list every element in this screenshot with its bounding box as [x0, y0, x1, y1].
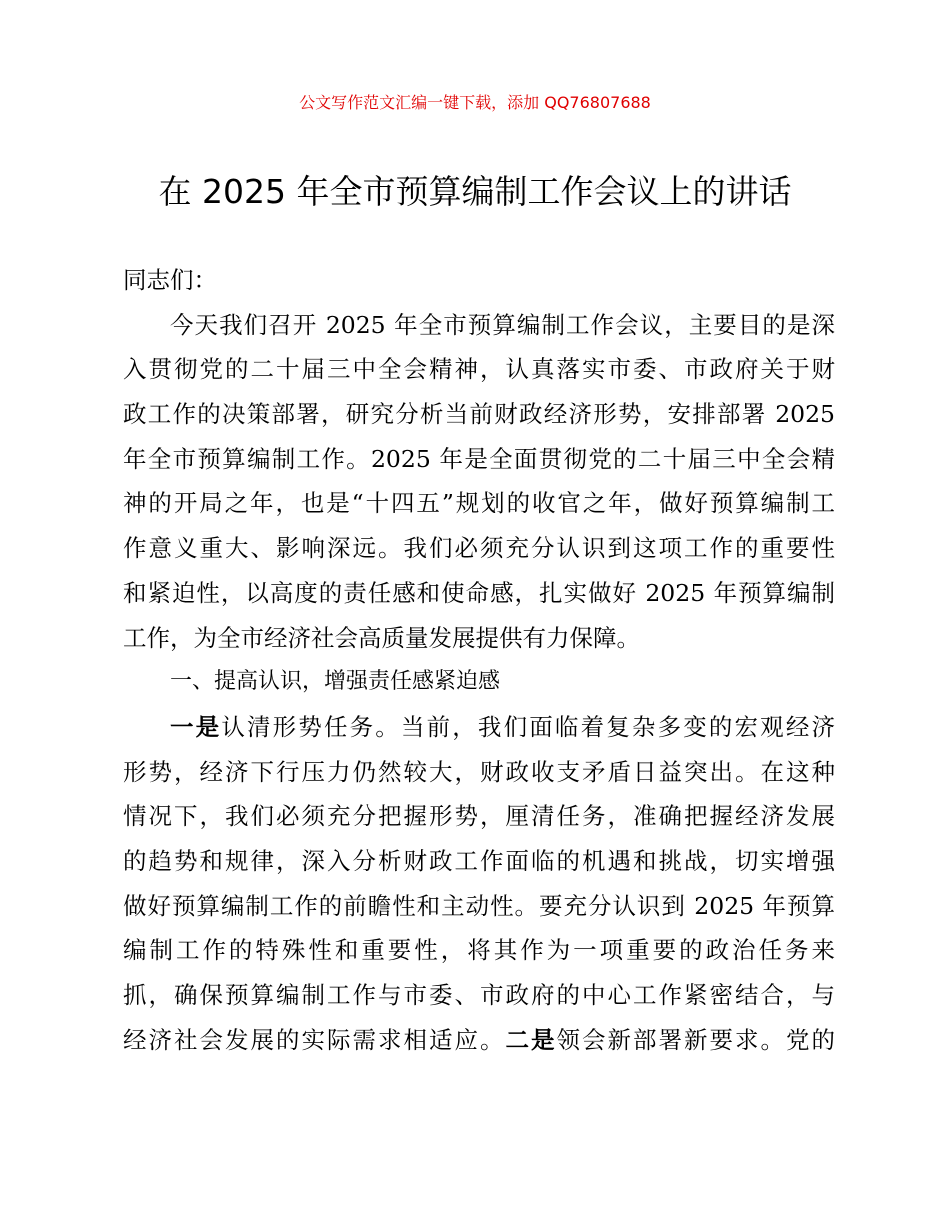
line-text: 领会新部署新要求。党的 [556, 1025, 835, 1054]
paragraph-line: 今天我们召开 2025 年全市预算编制工作会议，主要目的是深 [170, 310, 835, 339]
paragraph-line: 神的开局之年，也是“十四五”规划的收官之年，做好预算编制工 [123, 489, 835, 518]
bold-lead: 一是 [170, 712, 222, 741]
paragraph-line: 做好预算编制工作的前瞻性和主动性。要充分认识到 2025 年预算 [123, 891, 835, 920]
line-text: 认清形势任务。当前，我们面临着复杂多变的宏观经济 [221, 712, 836, 741]
paragraph-line: 和紧迫性，以高度的责任感和使命感，扎实做好 2025 年预算编制 [123, 578, 835, 607]
line-text: 经济社会发展的实际需求相适应。 [123, 1025, 506, 1054]
paragraph-line: 情况下，我们必须充分把握形势，厘清任务，准确把握经济发展 [123, 802, 835, 831]
salutation: 同志们： [123, 266, 217, 294]
document-title: 在 2025 年全市预算编制工作会议上的讲话 [158, 172, 792, 211]
paragraph-line: 入贯彻党的二十届三中全会精神，认真落实市委、市政府关于财 [123, 355, 835, 384]
download-note: 公文写作范文汇编一键下载，添加 QQ76807688 [299, 93, 651, 112]
section-heading: 一、提高认识，增强责任感紧迫感 [170, 669, 501, 695]
paragraph-line [123, 1018, 835, 1063]
paragraph-line: 形势，经济下行压力仍然较大，财政收支矛盾日益突出。在这种 [123, 757, 835, 786]
paragraph-line: 工作，为全市经济社会高质量发展提供有力保障。 [123, 623, 640, 652]
paragraph-line: 政工作的决策部署，研究分析当前财政经济形势，安排部署 2025 [123, 400, 835, 429]
paragraph-line [123, 705, 835, 750]
paragraph-line: 编制工作的特殊性和重要性，将其作为一项重要的政治任务来 [123, 936, 835, 965]
paragraph-line: 年全市预算编制工作。2025 年是全面贯彻党的二十届三中全会精 [123, 444, 835, 473]
bold-lead: 二是 [505, 1025, 557, 1054]
paragraph-line: 抓，确保预算编制工作与市委、市政府的中心工作紧密结合，与 [123, 981, 835, 1009]
document-body [123, 258, 835, 1062]
paragraph-line: 的趋势和规律，深入分析财政工作面临的机遇和挑战，切实增强 [123, 846, 835, 875]
paragraph-line: 作意义重大、影响深远。我们必须充分认识到这项工作的重要性 [123, 534, 835, 563]
